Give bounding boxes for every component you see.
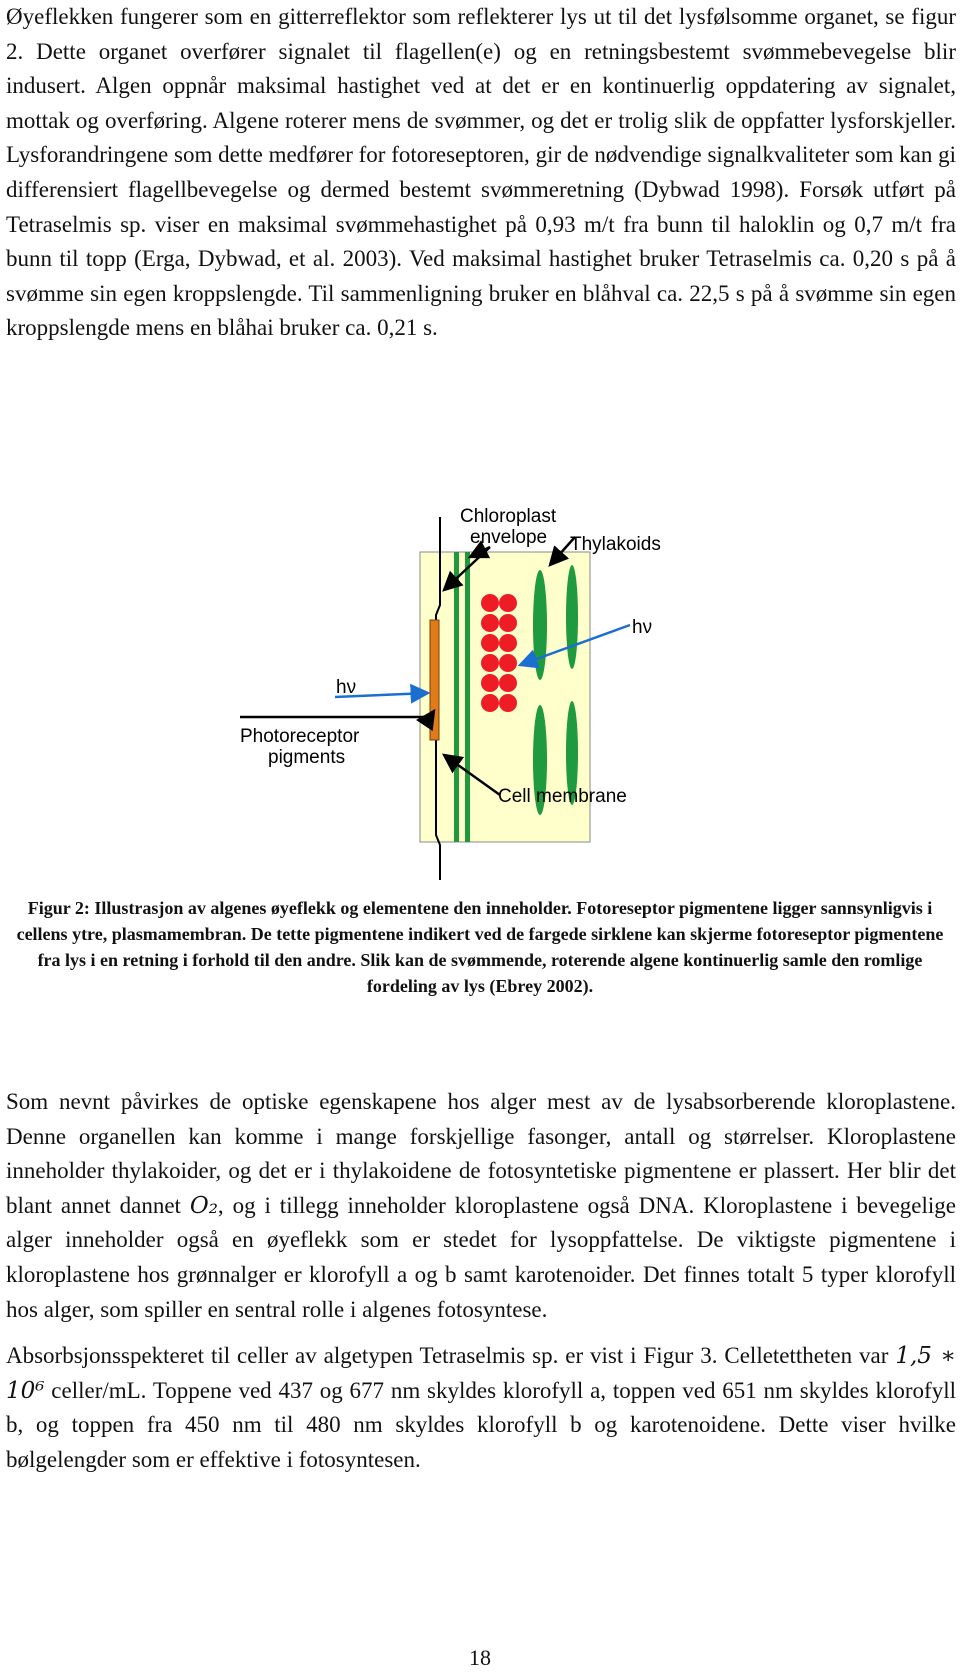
photoreceptor-bar	[430, 620, 439, 740]
paragraph-2-part-2: , og i tillegg inneholder kloroplastene også DNA. Kloroplastene i bevegelige alger inneholder også en øyeflekk som er stedet for lysoppfattelse. De viktigste pigmentene i kloroplastene hos grønnalger er klorofyll a og b samt karotenoider. Det finnes totalt 5 typer klorofyll hos alger, som spiller en sentral rolle i algenes fotosyntese.	[6, 1192, 956, 1322]
cell-density-value: 1,5 ∗ 10⁶	[6, 1343, 956, 1404]
label-thylakoids: Thylakoids	[570, 534, 661, 555]
body-paragraph-1: Øyeflekken fungerer som en gitterreflektor som reflekterer lys ut til det lysfølsomme organet, se figur 2. Dette organet overfører signalet til flagellen(e) og en retningsbestemt svømmebevegelse blir indusert. Algen oppnår maksimal hastighet ved at det er en kontinuerlig oppdatering av signalet, mottak og overføring. Algene roterer mens de svømmer, og det er trolig slik de oppfatter lysforskjeller. Lysforandringene som dette medfører for fotoreseptoren, gir de nødvendige signalkvaliteter som kan gi differensiert flagellbevegelse og dermed bestemt svømmeretning (Dybwad 1998). Forsøk utført på Tetraselmis sp. viser en maksimal svømmehastighet på 0,93 m/t fra bunn til haloklin og 0,7 m/t fra bunn til topp (Erga, Dybwad, et al. 2003). Ved maksimal hastighet bruker Tetraselmis ca. 0,20 s på å svømme sin egen kroppslengde. Til sammenligning bruker en blåhval ca. 22,5 s på å svømme sin egen kroppslengde mens en blåhai bruker ca. 0,21 s.	[6, 4, 956, 341]
label-hv-right: hν	[632, 617, 653, 638]
label-photoreceptor-1: Photoreceptor	[240, 726, 360, 747]
body-paragraph-3	[6, 1339, 956, 1477]
label-envelope-1: Chloroplast	[460, 506, 557, 527]
paragraph-2-part-1: Som nevnt påvirkes de optiske egenskapene hos alger mest av de lysabsorberende kloroplastene. Denne organellen kan komme i mange forskjellige fasonger, antall og størrelser. Kloroplastene inneholder thylakoider, og det er i thylakoidene de fotosyntetiske pigmentene er plassert. Her blir det blant annet dannet	[6, 1089, 956, 1218]
envelope-stripe-2	[465, 552, 470, 842]
body-paragraph-2	[6, 1085, 956, 1327]
eyespot-figure	[240, 505, 680, 880]
label-photoreceptor-2: pigments	[268, 747, 346, 768]
oxygen-formula: O₂	[189, 1192, 218, 1219]
paragraph-3-part-2: celler/mL. Toppene ved 437 og 677 nm skyldes klorofyll a, toppen ved 651 nm skyldes klorofyll b, og toppen fra 450 nm til 480 nm skyldes klorofyll b og karotenoidene. Dette viser hvilke bølgelengder som er effektive i fotosyntesen.	[6, 1377, 956, 1472]
label-cell-membrane: Cell membrane	[498, 786, 627, 807]
page-number: 18	[469, 1645, 491, 1670]
arrow-photoreceptor	[240, 711, 434, 717]
paragraph-3-part-1: Absorbsjonsspekteret til celler av algetypen Tetraselmis sp. er vist i Figur 3. Celletettheten var	[6, 1343, 896, 1368]
figure-caption: Figur 2: Illustrasjon av algenes øyeflekk og elementene den inneholder. Fotoreseptor pigmentene ligger sannsynligvis i cellens ytre, plasmamembran. De tette pigmentene indikert ved de fargede sirklene kan skjerme fotoreseptor pigmentene fra lys i en retning i forhold til den andre. Slik kan de svømmende, roterende algene kontinuerlig samle den romlige fordeling av lys (Ebrey 2002).	[16, 898, 944, 996]
label-hv-left: hν	[336, 677, 357, 698]
envelope-stripe-1	[454, 552, 459, 842]
label-envelope-2: envelope	[470, 527, 548, 548]
